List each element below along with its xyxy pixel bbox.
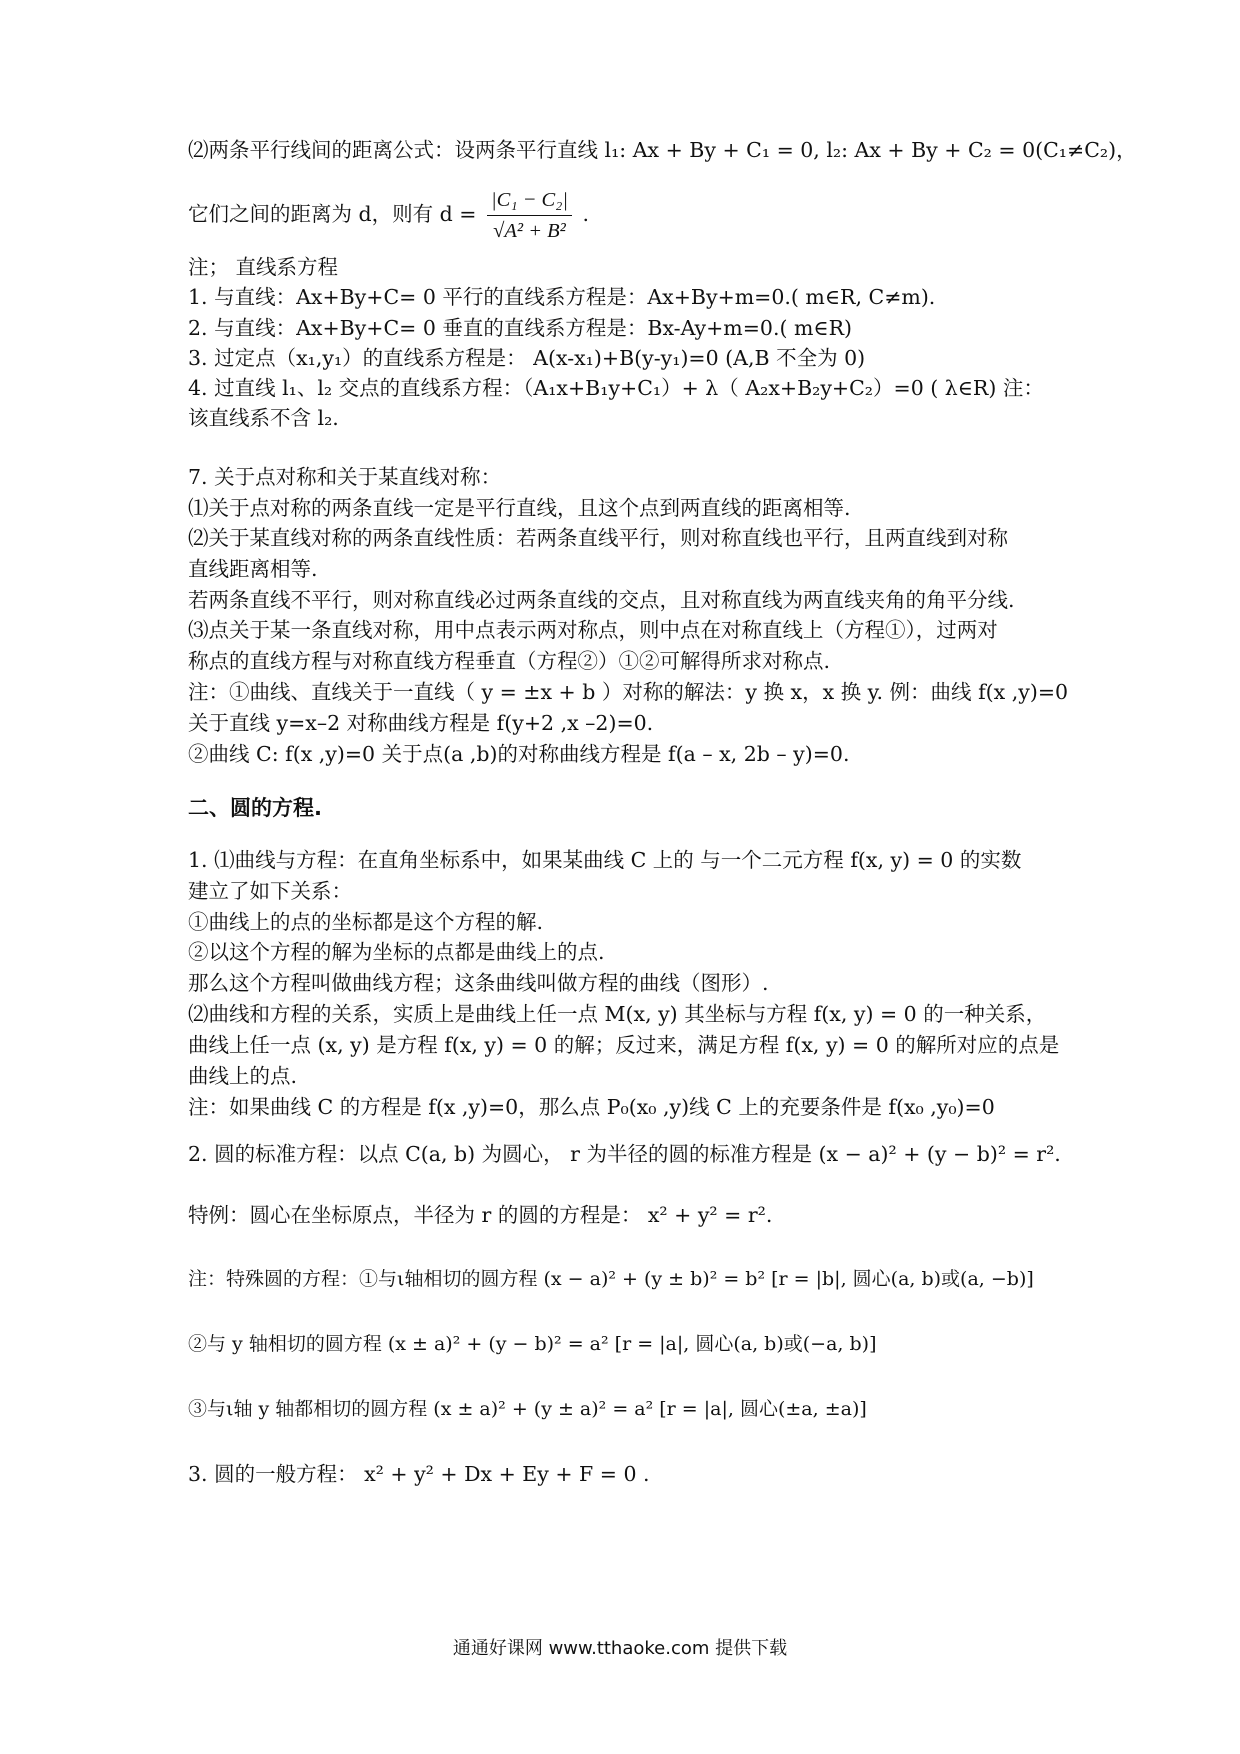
symmetry-point-text: ⑴关于点对称的两条直线一定是平行直线，且这个点到两直线的距离相等. xyxy=(188,496,851,520)
symmetry-line-text-cont: 直线距离相等. xyxy=(188,557,318,581)
curve-point-condition-note: 注：如果曲线 C 的方程是 f(x ,y)=0，那么点 P₀(x₀ ,y)线 C 上的充要条件是 f(x₀ ,y₀)=0 xyxy=(188,1095,995,1119)
symmetry-heading: 7. 关于点对称和关于某直线对称： xyxy=(188,465,502,489)
curve-symmetry-note: 注：①曲线、直线关于一直线（ y = ±x + b ）对称的解法：y 换 x，x 换 y. 例：曲线 f(x ,y)=0 xyxy=(188,680,1069,704)
curve-relation-text-cont: 曲线上任一点 (x, y) 是方程 f(x, y) = 0 的解；反过来，满足方程 f(x, y) = 0 的解所对应的点是 xyxy=(188,1033,1060,1057)
section-heading-circle-equation: 二、圆的方程. xyxy=(188,796,322,820)
symmetry-nonparallel-text: 若两条直线不平行，则对称直线必过两条直线的交点，且对称直线为两直线夹角的角平分线. xyxy=(188,588,1015,612)
circle-origin-special-case: 特例：圆心在坐标原点，半径为 r 的圆的方程是： x² + y² = r². xyxy=(188,1203,773,1227)
special-circle-y-tangent: ②与 y 轴相切的圆方程 (x ± a)² + (y − b)² = a² [r = |a|, 圆心(a, b)或(−a, b)] xyxy=(188,1333,877,1355)
distance-result-line xyxy=(188,184,1068,244)
circle-general-equation: 3. 圆的一般方程： x² + y² + Dx + Ey + F = 0 . xyxy=(188,1462,650,1486)
curve-condition-1: ①曲线上的点的坐标都是这个方程的解. xyxy=(188,910,544,934)
line-system-item-1: 1. 与直线：Ax+By+C= 0 平行的直线系方程是：Ax+By+m=0.( m∈R, C≠m). xyxy=(188,285,936,309)
circle-standard-equation: 2. 圆的标准方程：以点 C(a, b) 为圆心， r 为半径的圆的标准方程是 (x − a)² + (y − b)² = r². xyxy=(188,1142,1061,1166)
parallel-distance-formula-line: ⑵两条平行线间的距离公式：设两条平行直线 l₁: Ax + By + C₁ = 0, l₂: Ax + By + C₂ = 0(C₁≠C₂)， xyxy=(188,138,1137,162)
distance-result-text: 它们之间的距离为 d，则有 d = xyxy=(188,202,477,226)
curve-point-symmetry-note: ②曲线 C: f(x ,y)=0 关于点(a ,b)的对称曲线方程是 f(a – x, 2b – y)=0. xyxy=(188,742,850,766)
curve-symmetry-note-cont: 关于直线 y=x–2 对称曲线方程是 f(y+2 ,x –2)=0. xyxy=(188,711,654,735)
page-footer: 通通好课网 www.tthaoke.com 提供下载 xyxy=(452,1638,788,1659)
curve-condition-2: ②以这个方程的解为坐标的点都是曲线上的点. xyxy=(188,940,605,964)
curve-relation-text: ⑵曲线和方程的关系，实质上是曲线上任一点 M(x, y) 其坐标与方程 f(x, y) = 0 的一种关系， xyxy=(188,1002,1047,1026)
special-circle-x-tangent: 注：特殊圆的方程：①与ι轴相切的圆方程 (x − a)² + (y ± b)² = b² [r = |b|, 圆心(a, b)或(a, −b)] xyxy=(188,1268,1034,1290)
line-system-item-4: 4. 过直线 l₁、l₂ 交点的直线系方程：（A₁x+B₁y+C₁）+ λ（ A₂x+B₂y+C₂）=0 ( λ∈R) 注： xyxy=(188,376,1044,400)
curve-equation-text-cont: 建立了如下关系： xyxy=(188,879,352,903)
curve-equation-text: 1. ⑴曲线与方程：在直角坐标系中，如果某曲线 C 上的 与一个二元方程 f(x, y) = 0 的实数 xyxy=(188,848,1022,872)
curve-relation-text-end: 曲线上的点. xyxy=(188,1064,298,1088)
symmetry-line-text: ⑵关于某直线对称的两条直线性质：若两条直线平行，则对称直线也平行，且两直线到对称 xyxy=(188,526,1008,550)
fraction-denominator: √A² + B² xyxy=(493,220,566,242)
line-system-item-4-cont: 该直线系不含 l₂. xyxy=(188,406,339,430)
symmetry-point-line-text-cont: 称点的直线方程与对称直线方程垂直（方程②）①②可解得所求对称点. xyxy=(188,649,831,673)
curve-definition-text: 那么这个方程叫做曲线方程；这条曲线叫做方程的曲线（图形）. xyxy=(188,971,769,995)
distance-fraction xyxy=(487,187,572,244)
note-line-system-heading: 注； 直线系方程 xyxy=(188,255,339,279)
symmetry-point-line-text: ⑶点关于某一条直线对称，用中点表示两对称点，则中点在对称直线上（方程①），过两对 xyxy=(188,618,998,642)
distance-result-period: . xyxy=(582,202,590,226)
fraction-numerator: |C₁ − C₂| xyxy=(487,187,572,216)
special-circle-both-tangent: ③与ι轴 y 轴都相切的圆方程 (x ± a)² + (y ± a)² = a² [r = |a|, 圆心(±a, ±a)] xyxy=(188,1398,867,1420)
line-system-item-3: 3. 过定点（x₁,y₁）的直线系方程是： A(x-x₁)+B(y-y₁)=0 (A,B 不全为 0) xyxy=(188,346,866,370)
line-system-item-2: 2. 与直线：Ax+By+C= 0 垂直的直线系方程是：Bx-Ay+m=0.( m∈R) xyxy=(188,316,853,340)
